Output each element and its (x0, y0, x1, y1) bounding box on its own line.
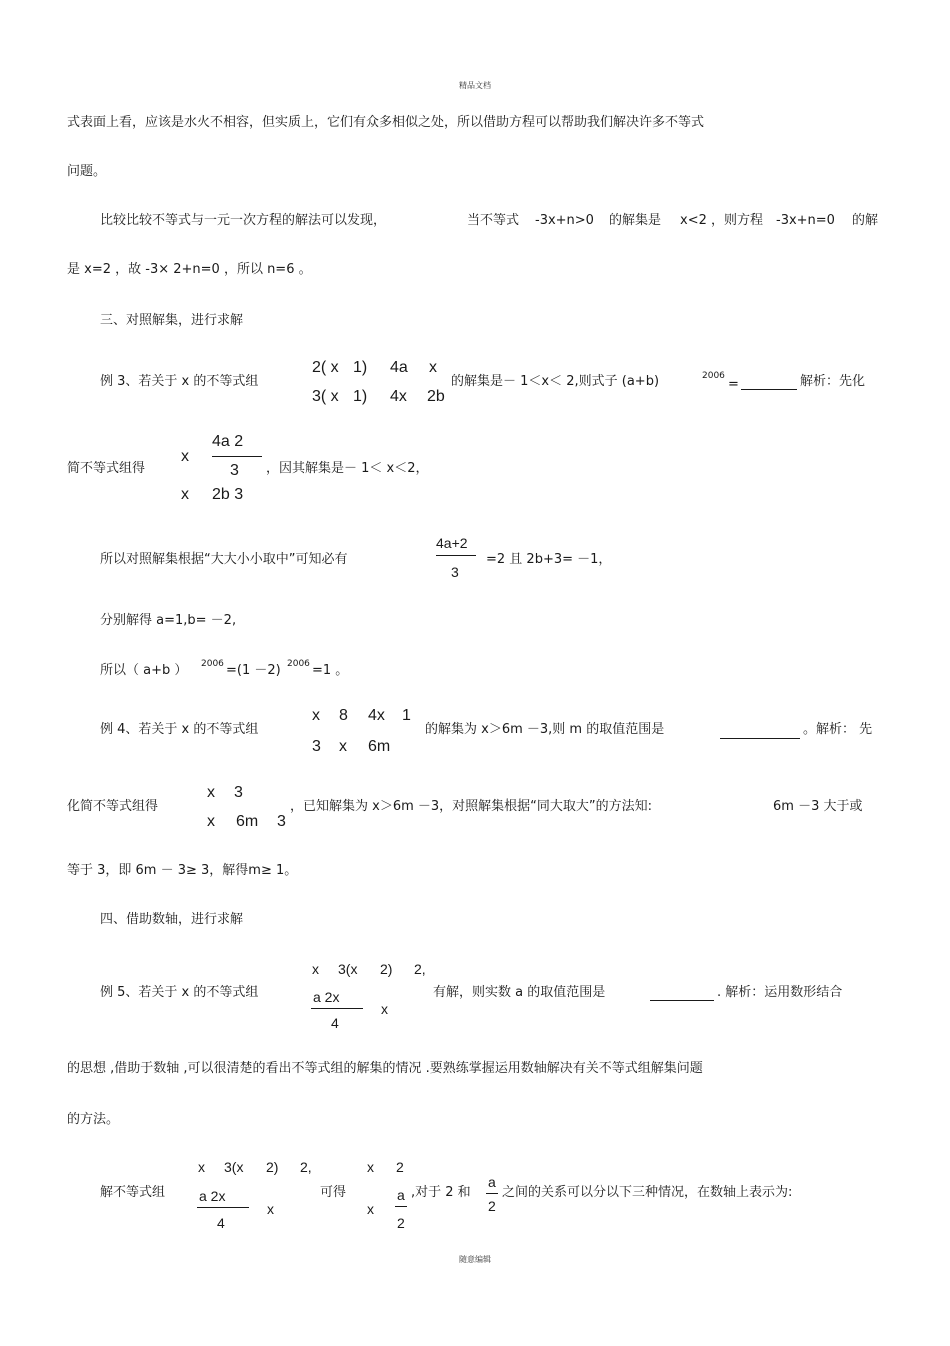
fraction-denominator: 4 (217, 1215, 225, 1231)
system-term: 4x (390, 388, 407, 405)
system-term: 2) (266, 1159, 279, 1175)
paragraph-text: 所以对照解集根据“大大小小取中”可知必有 (100, 552, 348, 567)
paragraph-line: 等于 3，即 6m － 3≥ 3，解得m≥ 1。 (67, 863, 298, 878)
paragraph-text: 比较比较不等式与一元一次方程的解法可以发现， (100, 213, 387, 228)
system-term: 6m (368, 738, 391, 755)
system-term: x (312, 961, 319, 977)
paragraph-text: =2 且 2b+3= －1， (486, 552, 612, 567)
fraction-bar (436, 555, 476, 556)
exponent: 2006 (287, 659, 310, 669)
fraction-numerator: a (488, 1174, 496, 1190)
section-heading: 四、借助数轴，进行求解 (100, 912, 244, 927)
system-term: 2, (414, 961, 426, 977)
system-term: x (339, 738, 347, 755)
system-term: x (367, 1159, 374, 1175)
paragraph-text: 当不等式 (467, 213, 520, 228)
system-term: 4a (390, 359, 408, 376)
system-term: 2) (380, 961, 393, 977)
system-term: x (181, 486, 189, 503)
answer-blank (650, 1000, 714, 1001)
system-term: 8 (339, 707, 348, 724)
fraction-denominator: 2 (397, 1215, 405, 1231)
system-term: 2, (300, 1159, 312, 1175)
paragraph-text: 的解 (852, 213, 879, 228)
math-expression: -3x+n>0 (535, 213, 594, 228)
exponent: 2006 (201, 659, 224, 669)
example-label: 例 5、若关于 x 的不等式组 (100, 985, 259, 1000)
fraction-denominator: 2 (488, 1198, 496, 1214)
fraction-denominator: 3 (451, 564, 459, 580)
fraction-bar (486, 1193, 498, 1194)
fraction-numerator: 4a 2 (212, 433, 244, 450)
paragraph-text: 之间的关系可以分以下三种情况，在数轴上表示为: (502, 1185, 793, 1200)
paragraph-text: =(1 －2) (226, 663, 281, 678)
system-term: x (312, 707, 320, 724)
example-label: 例 4、若关于 x 的不等式组 (100, 722, 259, 737)
system-term: 4x (368, 707, 385, 724)
system-term: x (367, 1201, 374, 1217)
system-term: 3( x (312, 388, 339, 405)
paragraph-line: 的方法。 (67, 1112, 120, 1127)
paragraph-line: 问题。 (67, 164, 107, 179)
system-term: 2( x (312, 359, 339, 376)
answer-blank (720, 738, 800, 739)
fraction-numerator: a 2x (313, 989, 340, 1005)
fraction-bar (197, 1207, 249, 1208)
system-term: x (207, 813, 215, 830)
system-term: 2 (396, 1159, 404, 1175)
system-term: 2b 3 (212, 486, 244, 503)
math-expression: x<2 (680, 213, 707, 228)
paragraph-text: =1 。 (312, 663, 349, 678)
answer-blank (741, 389, 797, 390)
fraction-numerator: a 2x (199, 1188, 226, 1204)
paragraph-text: 的解集是－ 1＜x＜ 2,则式子 (a+b) (451, 374, 660, 389)
example-label: 例 3、若关于 x 的不等式组 (100, 374, 259, 389)
section-heading: 三、对照解集，进行求解 (100, 313, 244, 328)
paragraph-text: 简不等式组得 (67, 461, 146, 476)
system-term: x (429, 359, 437, 376)
fraction-denominator: 3 (230, 462, 239, 479)
paragraph-line: 的思想 ,借助于数轴 ,可以很清楚的看出不等式组的解集的情况 .要熟练掌握运用数轴解决有关不等式组解集问题 (67, 1061, 703, 1076)
exponent: 2006 (702, 371, 725, 381)
system-term: 6m (236, 813, 259, 830)
paragraph-text: 解不等式组 (100, 1185, 166, 1200)
paragraph-text: ，已知解集为 x＞6m －3，对照解集根据“同大取大”的方法知: (290, 799, 653, 814)
fraction-bar (311, 1008, 363, 1009)
system-term: x (198, 1159, 205, 1175)
paragraph-text: 可得 (320, 1185, 347, 1200)
paragraph-text: 解析：先化 (800, 374, 866, 389)
fraction-numerator: 4a+2 (436, 535, 468, 551)
paragraph-line: 式表面上看，应该是水火不相容，但实质上，它们有众多相似之处，所以借助方程可以帮助我们解决许多不等式 (67, 115, 705, 130)
paragraph-text: ，则方程 (711, 213, 764, 228)
system-term: 3 (234, 784, 243, 801)
page-header: 精品文档 (459, 81, 491, 90)
fraction-bar (212, 456, 262, 457)
paragraph-text: = (728, 377, 739, 392)
system-term: 3(x (224, 1159, 244, 1175)
fraction-bar (395, 1206, 407, 1207)
system-term: x (267, 1201, 274, 1217)
system-term: 3 (277, 813, 286, 830)
system-term: x (381, 1001, 388, 1017)
system-term: 1 (402, 707, 411, 724)
math-expression: -3x+n=0 (776, 213, 835, 228)
fraction-numerator: a (397, 1187, 405, 1203)
system-term: 3(x (338, 961, 358, 977)
paragraph-text: 。解析： 先 (803, 722, 873, 737)
system-term: x (181, 448, 189, 465)
paragraph-text: 化简不等式组得 (67, 799, 159, 814)
paragraph-text: ，因其解集是－ 1＜ x＜2， (266, 461, 429, 476)
paragraph-line: 分别解得 a=1,b= －2, (100, 613, 237, 628)
paragraph-line: 是 x=2 ，故 -3× 2+n=0 ，所以 n=6 。 (67, 262, 312, 277)
paragraph-text: . 解析：运用数形结合 (717, 985, 843, 1000)
paragraph-text: ,对于 2 和 (411, 1185, 471, 1200)
paragraph-text: 的解集是 (609, 213, 662, 228)
system-term: x (207, 784, 215, 801)
system-term: 1) (353, 388, 368, 405)
page-footer: 随意编辑 (459, 1255, 491, 1264)
paragraph-text: 6m －3 大于或 (773, 799, 863, 814)
paragraph-text: 所以（ a+b ） (100, 663, 188, 678)
paragraph-text: 有解，则实数 a 的取值范围是 (433, 985, 606, 1000)
fraction-denominator: 4 (331, 1015, 339, 1031)
system-term: 2b (427, 388, 445, 405)
system-term: 1) (353, 359, 368, 376)
paragraph-text: 的解集为 x＞6m －3,则 m 的取值范围是 (425, 722, 665, 737)
system-term: 3 (312, 738, 321, 755)
